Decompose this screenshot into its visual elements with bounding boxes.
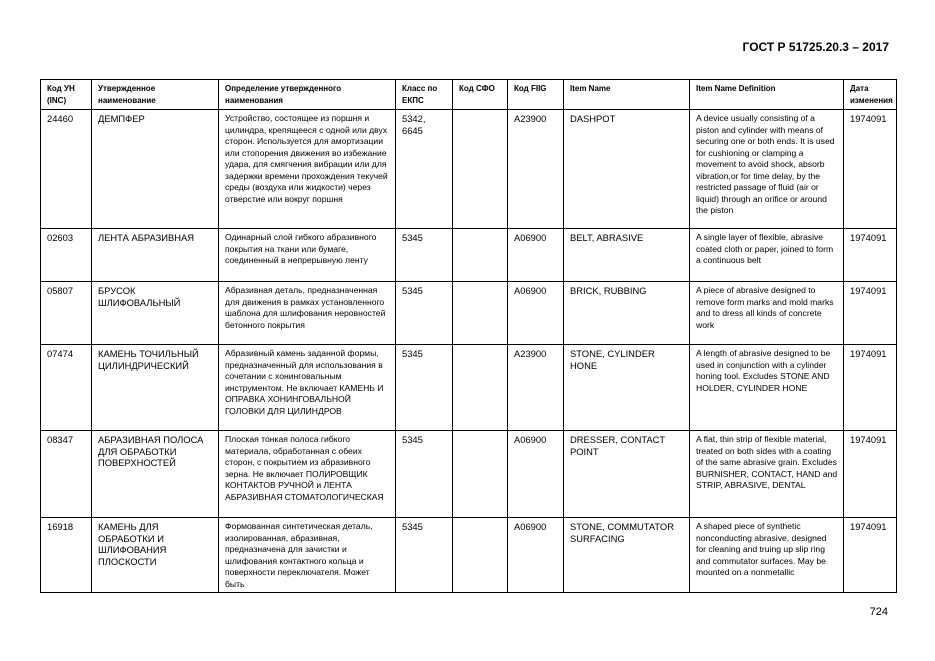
cell-item-definition: A piece of abrasive designed to remove form marks and mold marks and to dress all kinds of concrete work <box>690 282 844 345</box>
cell-name-ru: ДЕМПФЕР <box>92 110 219 229</box>
cell-date: 1974091 <box>844 431 897 518</box>
table-header-row <box>41 80 897 110</box>
cell-item-name: DASHPOT <box>564 110 690 229</box>
page-number: 724 <box>869 606 888 618</box>
cell-item-definition: A flat, thin strip of flexible material, treated on both sides with a coating of the same abrasive grain. Excludes BURNISHER, CONTACT, HAND and STRIP, ABRASIVE, DENTAL <box>690 431 844 518</box>
cell-name-ru: КАМЕНЬ ТОЧИЛЬНЫЙ ЦИЛИНДРИЧЕСКИЙ <box>92 345 219 431</box>
header-date: Дата изменения <box>844 80 897 110</box>
cell-definition-ru: Устройство, состоящее из поршня и цилиндра, крепящееся с одной или двух сторон. Используется для амортизации или стопорения движения во избежание удара, для смягчения вибрации или для задержки времени прохождения текучей среды (воздуха или жидкости) через отверстие или вокруг поршня <box>219 110 396 229</box>
cell-date: 1974091 <box>844 518 897 593</box>
cell-item-definition: A shaped piece of synthetic nonconducting abrasive, designed for cleaning and truing up slip ring and commutator surfaces. May be mounted on a nonmetallic <box>690 518 844 593</box>
table-row <box>41 345 897 431</box>
cell-fiig: A06900 <box>508 518 564 593</box>
header-inc: Код УН (INC) <box>41 80 92 110</box>
cell-item-name: BRICK, RUBBING <box>564 282 690 345</box>
cell-definition-ru: Абразивный камень заданной формы, предназначенный для использования в сочетании с хонинговальным инструментом. Не включает КАМЕНЬ И ОПРАВКА ХОНИНГОВАЛЬНОЙ ГОЛОВКИ ДЛЯ ЦИЛИНДРОВ <box>219 345 396 431</box>
header-sfo: Код СФО <box>453 80 508 110</box>
cell-class: 5345 <box>396 229 453 282</box>
cell-date: 1974091 <box>844 345 897 431</box>
document-header: ГОСТ Р 51725.20.3 – 2017 <box>742 40 889 54</box>
cell-date: 1974091 <box>844 110 897 229</box>
cell-inc: 07474 <box>41 345 92 431</box>
cell-inc: 16918 <box>41 518 92 593</box>
cell-sfo <box>453 282 508 345</box>
cell-date: 1974091 <box>844 282 897 345</box>
cell-definition-ru: Абразивная деталь, предназначенная для движения в рамках установленного шаблона для шлифования неровностей бетонного покрытия <box>219 282 396 345</box>
cell-name-ru: АБРАЗИВНАЯ ПОЛОСА ДЛЯ ОБРАБОТКИ ПОВЕРХНОСТЕЙ <box>92 431 219 518</box>
table-row <box>41 229 897 282</box>
cell-item-name: DRESSER, CONTACT POINT <box>564 431 690 518</box>
cell-definition-ru: Плоская тонкая полоса гибкого материала, обработанная с обеих сторон, с покрытием из абразивного зерна. Не включает ПОЛИРОВЩИК КОНТАКТОВ РУЧНОЙ и ЛЕНТА АБРАЗИВНАЯ СТОМАТОЛОГИЧЕСКАЯ <box>219 431 396 518</box>
cell-class: 5345 <box>396 518 453 593</box>
cell-sfo <box>453 110 508 229</box>
cell-fiig: A23900 <box>508 345 564 431</box>
cell-fiig: A06900 <box>508 431 564 518</box>
header-class: Класс по ЕКПС <box>396 80 453 110</box>
cell-name-ru: ЛЕНТА АБРАЗИВНАЯ <box>92 229 219 282</box>
cell-sfo <box>453 518 508 593</box>
table-row <box>41 518 897 593</box>
cell-class: 5342, 6645 <box>396 110 453 229</box>
cell-sfo <box>453 431 508 518</box>
cell-name-ru: БРУСОК ШЛИФОВАЛЬНЫЙ <box>92 282 219 345</box>
cell-class: 5345 <box>396 345 453 431</box>
cell-fiig: A06900 <box>508 282 564 345</box>
cell-inc: 08347 <box>41 431 92 518</box>
cell-inc: 05807 <box>41 282 92 345</box>
cell-item-definition: A single layer of flexible, abrasive coated cloth or paper, joined to form a continuous belt <box>690 229 844 282</box>
header-fiig: Код FIIG <box>508 80 564 110</box>
header-item-definition: Item Name Definition <box>690 80 844 110</box>
cell-fiig: A23900 <box>508 110 564 229</box>
cell-sfo <box>453 345 508 431</box>
cell-item-definition: A device usually consisting of a piston and cylinder with means of securing one or both ends. It is used for cushioning or clamping a movement to avoid shock, absorb vibration,or for time delay, by the restricted passage of fluid (air or liquid) through an orifice or around the piston <box>690 110 844 229</box>
table-row <box>41 431 897 518</box>
cell-class: 5345 <box>396 431 453 518</box>
cell-fiig: A06900 <box>508 229 564 282</box>
cell-definition-ru: Одинарный слой гибкого абразивного покрытия на ткани или бумаге, соединенный в непрерывную ленту <box>219 229 396 282</box>
classification-table <box>40 79 897 593</box>
cell-item-definition: A length of abrasive designed to be used in conjunction with a cylinder honing tool. Excludes STONE AND HOLDER, CYLINDER HONE <box>690 345 844 431</box>
cell-inc: 02603 <box>41 229 92 282</box>
header-name-ru: Утвержденное наименование <box>92 80 219 110</box>
table-row <box>41 110 897 229</box>
cell-item-name: BELT, ABRASIVE <box>564 229 690 282</box>
cell-item-name: STONE, COMMUTATOR SURFACING <box>564 518 690 593</box>
cell-date: 1974091 <box>844 229 897 282</box>
cell-item-name: STONE, CYLINDER HONE <box>564 345 690 431</box>
header-item-name: Item Name <box>564 80 690 110</box>
cell-sfo <box>453 229 508 282</box>
cell-definition-ru: Формованная синтетическая деталь, изолированная, абразивная, предназначена для зачистки и шлифования контактного кольца и поверхности переключателя. Может быть <box>219 518 396 593</box>
table-row <box>41 282 897 345</box>
cell-inc: 24460 <box>41 110 92 229</box>
cell-name-ru: КАМЕНЬ ДЛЯ ОБРАБОТКИ И ШЛИФОВАНИЯ ПЛОСКОСТИ <box>92 518 219 593</box>
header-definition-ru: Определение утвержденного наименования <box>219 80 396 110</box>
cell-class: 5345 <box>396 282 453 345</box>
